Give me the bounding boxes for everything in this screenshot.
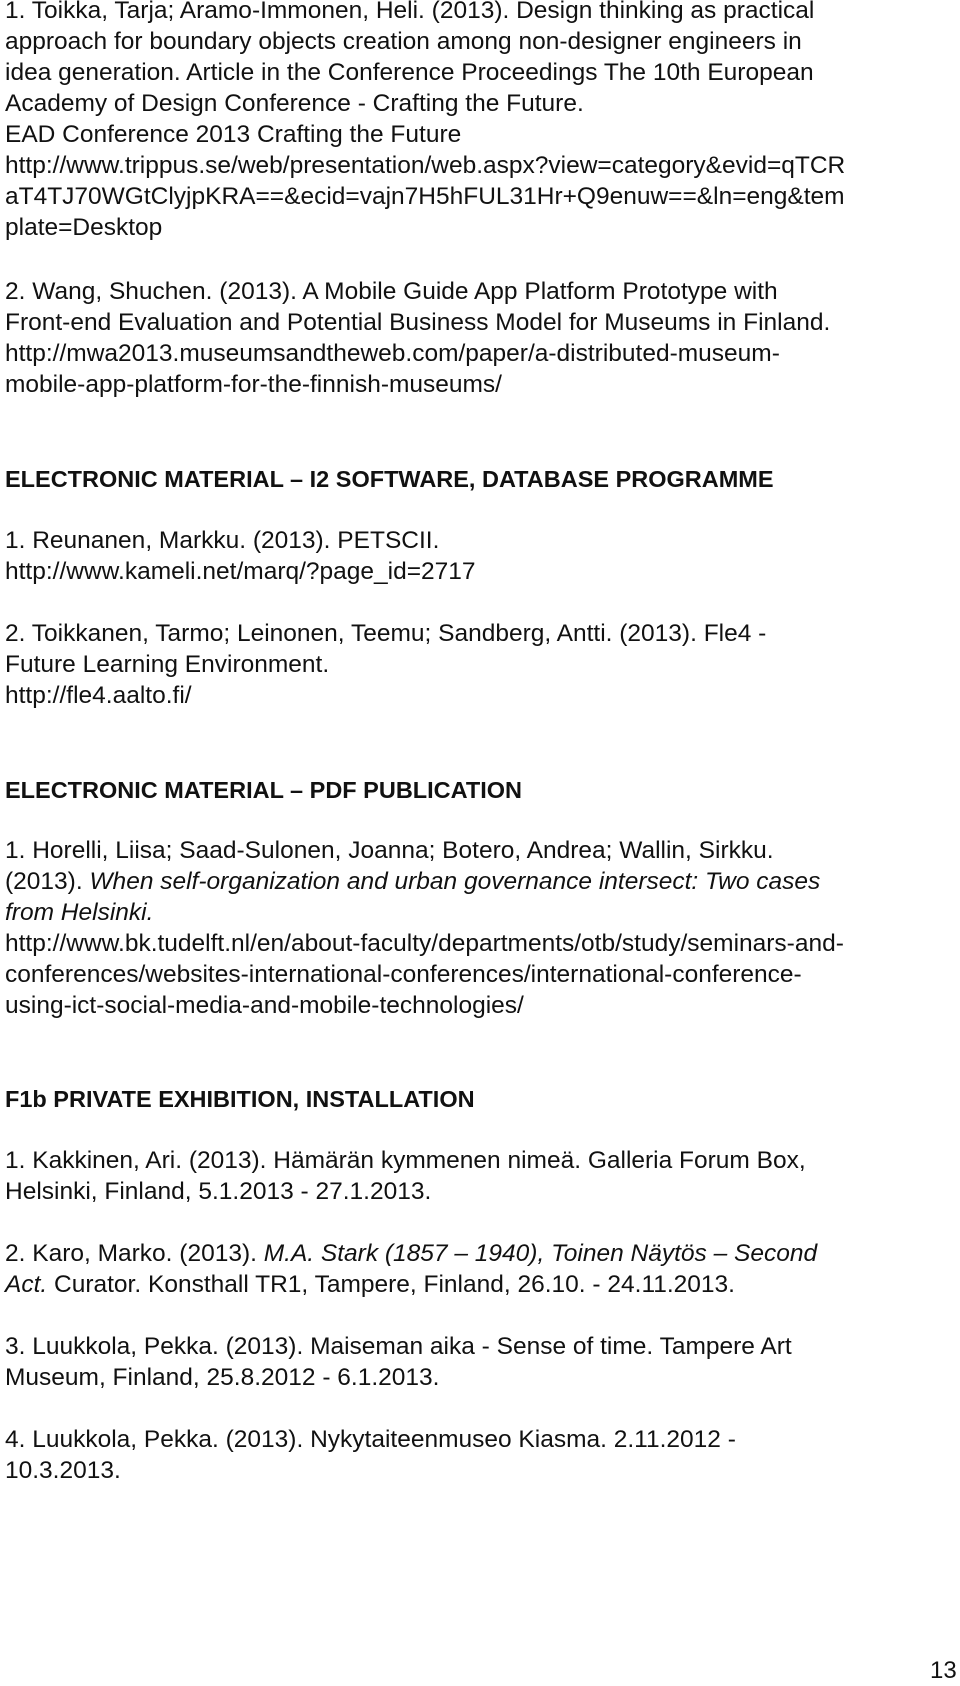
ref-wang-url-2[interactable]: mobile-app-platform-for-the-finnish-museums/ [5, 371, 502, 398]
ref-luukkola-1-line-2: Museum, Finland, 25.8.2012 - 6.1.2013. [5, 1364, 440, 1391]
ref-horelli-url-3[interactable]: using-ict-social-media-and-mobile-technologies/ [5, 992, 524, 1019]
ref-toikkanen-url[interactable]: http://fle4.aalto.fi/ [5, 682, 192, 709]
ref-horelli-title: When self-organization and urban governance intersect: Two cases [89, 868, 821, 895]
ref-toikka-url-1[interactable]: http://www.trippus.se/web/presentation/web.aspx?view=category&evid=qTCR [5, 152, 846, 179]
ref-luukkola-2-line-1: 4. Luukkola, Pekka. (2013). Nykytaiteenmuseo Kiasma. 2.11.2012 - [5, 1426, 736, 1453]
ref-karo-details: Curator. Konsthall TR1, Tampere, Finland, 26.10. - 24.11.2013. [47, 1271, 735, 1298]
ref-toikka-line-2: approach for boundary objects creation among non-designer engineers in [5, 28, 802, 55]
ref-luukkola-2-line-2: 10.3.2013. [5, 1457, 121, 1484]
ref-toikka-line-5: EAD Conference 2013 Crafting the Future [5, 121, 462, 148]
ref-kakkinen-line-2: Helsinki, Finland, 5.1.2013 - 27.1.2013. [5, 1178, 432, 1205]
ref-karo-title: M.A. Stark (1857 – 1940), Toinen Näytös – Second [263, 1240, 818, 1267]
ref-toikka-line-3: idea generation. Article in the Conference Proceedings The 10th European [5, 59, 814, 86]
ref-kakkinen-line-1: 1. Kakkinen, Ari. (2013). Hämärän kymmenen nimeä. Galleria Forum Box, [5, 1147, 806, 1174]
ref-karo-line-1 [5, 1239, 817, 1269]
ref-toikkanen-line-1: 2. Toikkanen, Tarmo; Leinonen, Teemu; Sandberg, Antti. (2013). Fle4 - [5, 620, 767, 647]
ref-wang-line-1: 2. Wang, Shuchen. (2013). A Mobile Guide App Platform Prototype with [5, 278, 778, 305]
ref-toikka-line-1: 1. Toikka, Tarja; Aramo-Immonen, Heli. (2013). Design thinking as practical [5, 0, 815, 24]
ref-toikka-url-3[interactable]: plate=Desktop [5, 214, 163, 241]
page-number: 13 [930, 1657, 957, 1684]
section-heading-exhibition: F1b PRIVATE EXHIBITION, INSTALLATION [5, 1086, 475, 1112]
ref-horelli-title-end: from Helsinki. [5, 899, 154, 926]
ref-horelli-url-2[interactable]: conferences/websites-international-conferences/international-conference- [5, 961, 802, 988]
section-heading-pdf: ELECTRONIC MATERIAL – PDF PUBLICATION [5, 777, 522, 803]
ref-reunanen-line-1: 1. Reunanen, Markku. (2013). PETSCII. [5, 527, 440, 554]
ref-toikka-url-2[interactable]: aT4TJ70WGtClyjpKRA==&ecid=vajn7H5hFUL31Hr+Q9enuw==&ln=eng&tem [5, 183, 845, 210]
ref-toikka-line-4: Academy of Design Conference - Crafting the Future. [5, 90, 584, 117]
ref-toikkanen-line-2: Future Learning Environment. [5, 651, 330, 678]
ref-horelli-line-2 [5, 867, 820, 897]
ref-wang-line-2: Front-end Evaluation and Potential Business Model for Museums in Finland. [5, 309, 831, 336]
ref-karo-line-2 [5, 1270, 735, 1300]
ref-horelli-year: (2013). [5, 868, 90, 895]
ref-horelli-line-1: 1. Horelli, Liisa; Saad-Sulonen, Joanna; Botero, Andrea; Wallin, Sirkku. [5, 837, 774, 864]
ref-horelli-line-3 [5, 898, 153, 928]
ref-karo-author: 2. Karo, Marko. (2013). [5, 1240, 264, 1267]
ref-karo-title-end: Act. [5, 1271, 48, 1298]
ref-reunanen-url[interactable]: http://www.kameli.net/marq/?page_id=2717 [5, 558, 476, 585]
ref-luukkola-1-line-1: 3. Luukkola, Pekka. (2013). Maiseman aika - Sense of time. Tampere Art [5, 1333, 792, 1360]
section-heading-software: ELECTRONIC MATERIAL – I2 SOFTWARE, DATABASE PROGRAMME [5, 466, 774, 492]
ref-horelli-url-1[interactable]: http://www.bk.tudelft.nl/en/about-faculty/departments/otb/study/seminars-and- [5, 930, 844, 957]
ref-wang-url-1[interactable]: http://mwa2013.museumsandtheweb.com/paper/a-distributed-museum- [5, 340, 780, 367]
